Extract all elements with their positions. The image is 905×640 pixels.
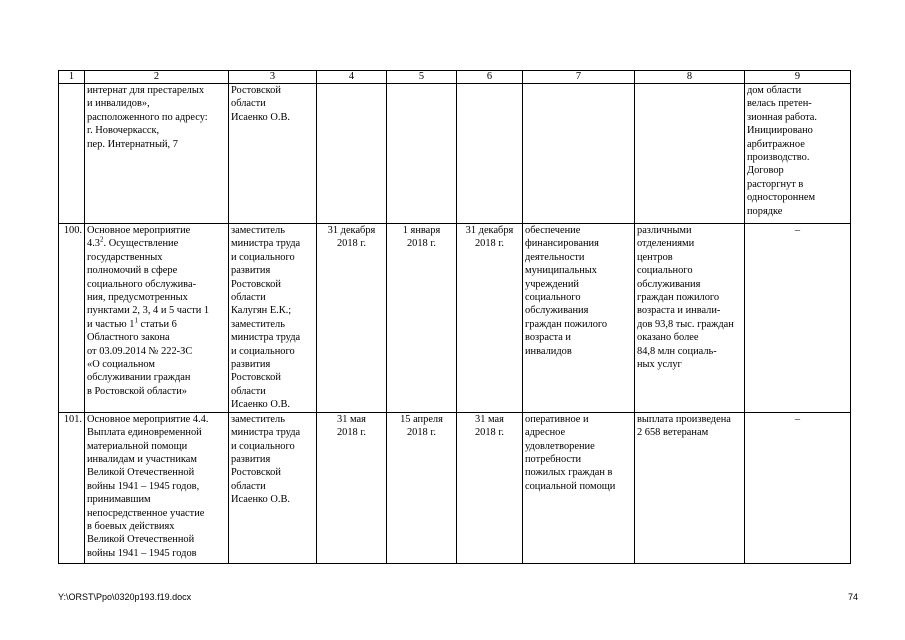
- col-header-4: 4: [317, 71, 387, 84]
- col-header-8: 8: [635, 71, 745, 84]
- planned-date-cell: [317, 84, 387, 224]
- end-date-cell: 31 мая 2018 г.: [457, 412, 523, 563]
- responsible-cell: заместитель министра труда и социального развития Ростовской области Калугян Е.К.; заместитель министра труда и социального развития Ростовской области Исаенко О.В.: [229, 224, 317, 413]
- planned-result-cell: оперативное и адресное удовлетворение потребности пожилых граждан в социальной помощи: [523, 412, 635, 563]
- row-number: 101.: [59, 412, 85, 563]
- notes-cell: –: [745, 412, 851, 563]
- measures-table: [58, 70, 851, 564]
- table-row: [59, 84, 851, 224]
- col-header-3: 3: [229, 71, 317, 84]
- planned-result-cell: [523, 84, 635, 224]
- measure-name-cell: интернат для престарелых и инвалидов», расположенного по адресу: г. Новочеркасск, пер. Интернатный, 7: [85, 84, 229, 224]
- row-number: 100.: [59, 224, 85, 413]
- notes-cell: дом области велась претен- зионная работа. Инициировано арбитражное производство. Договор расторгнут в одностороннем порядке: [745, 84, 851, 224]
- responsible-cell: заместитель министра труда и социального развития Ростовской области Исаенко О.В.: [229, 412, 317, 563]
- column-number-header-row: [59, 71, 851, 84]
- end-date-cell: 31 декабря 2018 г.: [457, 224, 523, 413]
- planned-date-cell: 31 мая 2018 г.: [317, 412, 387, 563]
- row-number: [59, 84, 85, 224]
- end-date-cell: [457, 84, 523, 224]
- measure-name-cell: Основное мероприятие $4.3^2$. Осуществление государственных полномочий в сфере социального обслужива- ния, предусмотренных пунктами 2, 3, 4 и 5 части 1 и частью $1^1$ статьи 6 Областного закона от 03.09.2014 № 222-ЗС «О социальном обслуживании граждан в Ростовской области»: [85, 224, 229, 413]
- table-row: [59, 224, 851, 413]
- notes-cell: –: [745, 224, 851, 413]
- col-header-9: 9: [745, 71, 851, 84]
- start-date-cell: 1 января 2018 г.: [387, 224, 457, 413]
- planned-date-cell: 31 декабря 2018 г.: [317, 224, 387, 413]
- start-date-cell: 15 апреля 2018 г.: [387, 412, 457, 563]
- table-row: [59, 412, 851, 563]
- footer-file-path: Y:\ORST\Ppo\0320p193.f19.docx: [58, 592, 192, 602]
- col-header-7: 7: [523, 71, 635, 84]
- col-header-1: 1: [59, 71, 85, 84]
- measure-name-cell: Основное мероприятие 4.4. Выплата единовременной материальной помощи инвалидам и участникам Великой Отечественной войны 1941 – 1945 годов, принимавшим непосредственное участие в боевых действиях Великой Отечественной войны 1941 – 1945 годов: [85, 412, 229, 563]
- page-number: 74: [847, 592, 858, 602]
- col-header-6: 6: [457, 71, 523, 84]
- planned-result-cell: обеспечение финансирования деятельности муниципальных учреждений социального обслуживания граждан пожилого возраста и инвалидов: [523, 224, 635, 413]
- start-date-cell: [387, 84, 457, 224]
- responsible-cell: Ростовской области Исаенко О.В.: [229, 84, 317, 224]
- col-header-5: 5: [387, 71, 457, 84]
- col-header-2: 2: [85, 71, 229, 84]
- actual-result-cell: [635, 84, 745, 224]
- actual-result-cell: выплата произведена 2 658 ветеранам: [635, 412, 745, 563]
- actual-result-cell: различными отделениями центров социального обслуживания граждан пожилого возраста и инвали- дов 93,8 тыс. граждан оказано более 84,8 млн социаль- ных услуг: [635, 224, 745, 413]
